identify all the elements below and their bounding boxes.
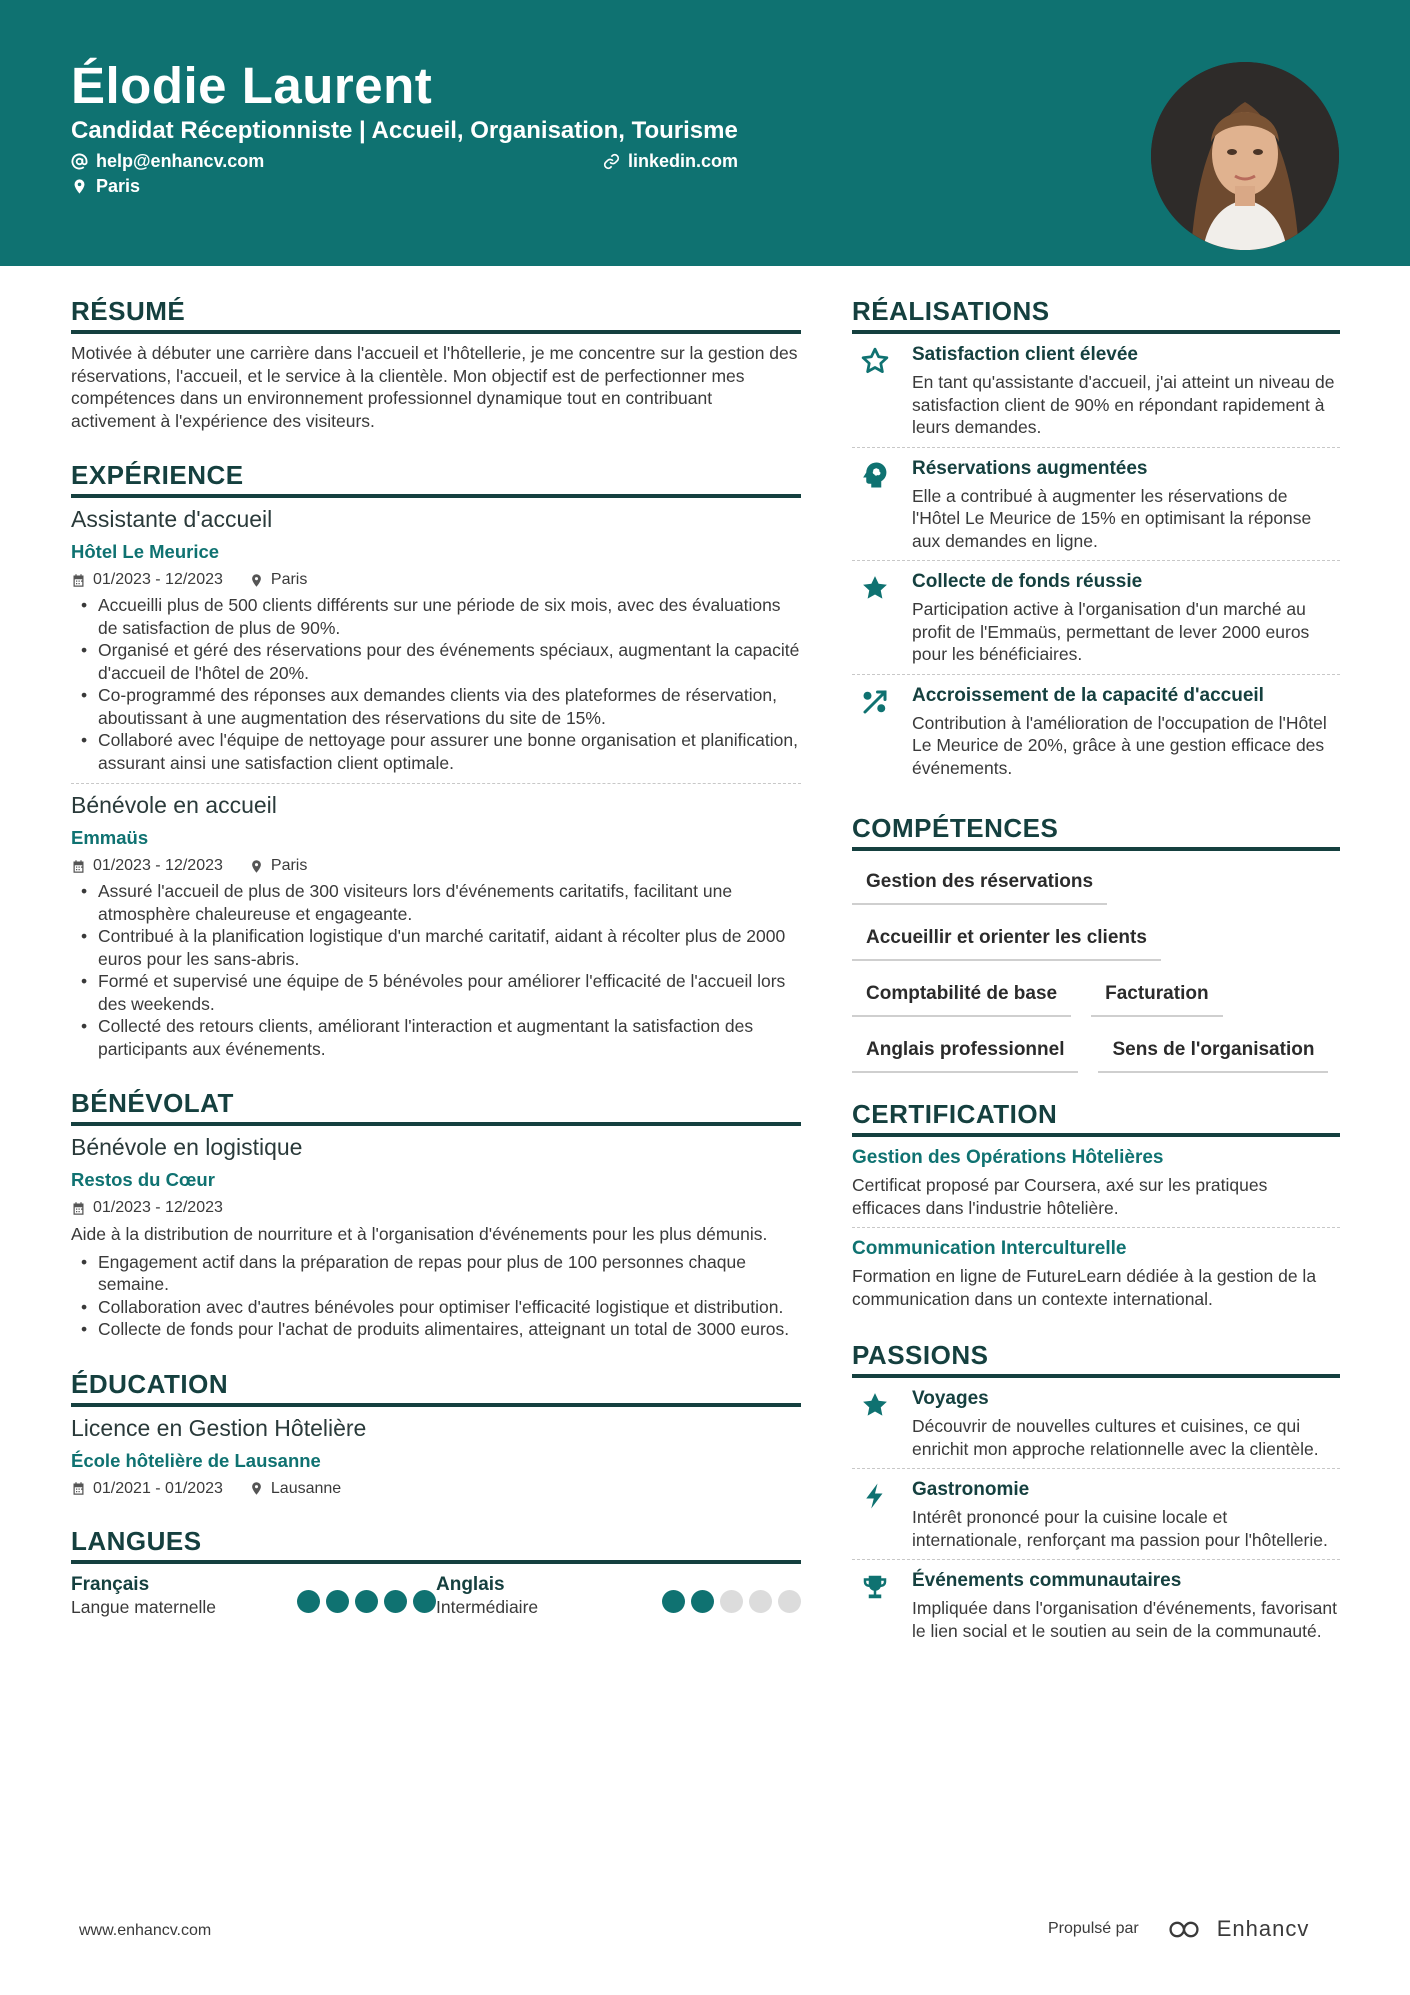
powered-by-text: Propulsé par <box>1048 1920 1139 1937</box>
achievements-section <box>852 296 1340 787</box>
rating-dot-filled <box>326 1590 349 1613</box>
achievement-item <box>852 675 1340 788</box>
achievement-title: Collecte de fonds réussie <box>912 571 1143 592</box>
head-icon <box>860 460 890 490</box>
footer-website[interactable]: www.enhancv.com <box>79 1922 212 1939</box>
profile-photo <box>1151 62 1339 250</box>
language-level: Langue maternelle <box>71 1596 216 1617</box>
passion-item <box>852 1560 1340 1650</box>
job-meta <box>71 857 801 875</box>
achievement-title: Satisfaction client élevée <box>912 344 1138 365</box>
achievement-desc: Participation active à l'organisation d'un marché au profit de l'Emmaüs, permettant de lever 2000 euros pour les bénéficiaires. <box>912 599 1310 664</box>
skill-tag: Gestion des réservations <box>852 863 1107 905</box>
calendar-icon <box>71 1481 86 1496</box>
bullet-item: • Contribué à la planification logistique d'un marché caritatif, aidant à récolter plus de 2000 euros pour les sans-abris. <box>71 925 801 970</box>
bullet-item: • Collecté des retours clients, améliorant l'interaction et augmentant la satisfaction des participants aux événements. <box>71 1015 801 1060</box>
rating-dot-empty <box>720 1590 743 1613</box>
passion-item <box>852 1378 1340 1468</box>
certification-item <box>852 1228 1340 1318</box>
passion-desc: Impliquée dans l'organisation d'événements, favorisant le lien social et le soutien au sein de la communauté. <box>912 1598 1337 1641</box>
section-title-experience: EXPÉRIENCE <box>71 460 801 498</box>
job-bullets <box>71 594 801 774</box>
passion-title: Événements communautaires <box>912 1570 1182 1591</box>
languages-section <box>71 1526 801 1618</box>
language-name: Anglais <box>436 1573 505 1595</box>
location-text: Paris <box>96 176 141 196</box>
rating-dot-empty <box>749 1590 772 1613</box>
bullet-item: • Organisé et géré des réservations pour des événements spéciaux, augmentant la capacité d'accueil de l'hôtel de 20%. <box>71 639 801 684</box>
passion-desc: Découvrir de nouvelles cultures et cuisines, ce qui enrichit mon approche relationnelle avec la clientèle. <box>912 1416 1319 1459</box>
achievement-desc: Elle a contribué à augmenter les réservations de l'Hôtel Le Meurice de 15% en optimisant la réponse aux demandes en ligne. <box>912 485 1312 551</box>
certification-title: Gestion des Opérations Hôtelières <box>852 1147 1164 1168</box>
header-banner <box>0 0 1410 266</box>
passion-desc: Intérêt prononcé pour la cuisine locale et internationale, renforçant ma passion pour l'hôtellerie. <box>912 1507 1328 1550</box>
language-list <box>71 1574 801 1618</box>
language-rating <box>297 1590 436 1618</box>
skills-list <box>852 863 1340 1087</box>
job-location: Paris <box>270 571 308 588</box>
growth-icon <box>860 687 890 717</box>
section-title-languages: LANGUES <box>71 1526 801 1564</box>
skill-tag: Anglais professionnel <box>852 1031 1078 1073</box>
volunteer-dates: 01/2023 - 12/2023 <box>93 1199 223 1216</box>
certification-item <box>852 1137 1340 1227</box>
job-bullets <box>71 880 801 1060</box>
job-title: Assistante d'accueil <box>71 506 273 532</box>
at-icon <box>71 153 88 170</box>
job-title: Bénévole en accueil <box>71 792 277 818</box>
education-location: Lausanne <box>270 1479 342 1497</box>
rating-dot-filled <box>355 1590 378 1613</box>
bullet-item: • Collaboré avec l'équipe de nettoyage pour assurer une bonne organisation et planification, assurant ainsi une satisfaction client optimale. <box>71 729 801 774</box>
volunteering-section <box>71 1088 801 1341</box>
link-icon <box>603 153 620 170</box>
rating-dot-filled <box>413 1590 436 1613</box>
education-dates: 01/2021 - 01/2023 <box>93 1479 223 1497</box>
section-title-passions: PASSIONS <box>852 1340 1340 1378</box>
section-title-education: ÉDUCATION <box>71 1369 801 1407</box>
bullet-item: • Co-programmé des réponses aux demandes clients via des plateformes de réservation, aboutissant à une augmentation des réservations du site de 15%. <box>71 684 801 729</box>
company-name: Hôtel Le Meurice <box>71 541 220 562</box>
star-icon <box>860 573 890 603</box>
volunteer-title: Bénévole en logistique <box>71 1134 303 1160</box>
map-pin-icon <box>71 178 88 195</box>
bullet-item: • Formé et supervisé une équipe de 5 bénévoles pour améliorer l'efficacité de l'accueil lors des weekends. <box>71 970 801 1015</box>
left-column <box>71 296 801 1618</box>
lightning-icon <box>860 1481 890 1511</box>
brand-logo[interactable] <box>1161 1916 1310 1942</box>
skill-tag: Comptabilité de base <box>852 975 1071 1017</box>
bullet-item: • Accueilli plus de 500 clients différents sur une période de six mois, avec des évaluations de satisfaction de plus de 90%. <box>71 594 801 639</box>
experience-item <box>71 792 801 1060</box>
star-outline-icon <box>860 346 890 376</box>
achievement-desc: Contribution à l'amélioration de l'occupation de l'Hôtel Le Meurice de 20%, grâce à une gestion efficace des événements. <box>912 712 1327 778</box>
passion-title: Gastronomie <box>912 1479 1030 1500</box>
achievement-item <box>852 334 1340 447</box>
achievement-title: Réservations augmentées <box>912 457 1148 479</box>
rating-dot-filled <box>691 1590 714 1613</box>
achievement-item <box>852 561 1340 674</box>
volunteer-org: Restos du Cœur <box>71 1169 215 1190</box>
language-name: Français <box>71 1573 150 1595</box>
brand-name: Enhancv <box>1216 1916 1310 1941</box>
achievement-item <box>852 448 1340 561</box>
degree-title: Licence en Gestion Hôtelière <box>71 1414 367 1441</box>
calendar-icon <box>71 1201 86 1216</box>
bullet-item: • Collecte de fonds pour l'achat de produits alimentaires, atteignant un total de 3000 euros. <box>71 1318 801 1341</box>
language-level: Intermédiaire <box>436 1596 539 1617</box>
rating-dot-filled <box>662 1590 685 1613</box>
right-column <box>852 296 1340 1650</box>
rating-dot-filled <box>384 1590 407 1613</box>
experience-item <box>71 506 801 783</box>
footer-branding <box>1048 1916 1309 1942</box>
calendar-icon <box>71 859 86 874</box>
certification-desc: Certificat proposé par Coursera, axé sur les pratiques efficaces dans l'industrie hôtelière. <box>852 1175 1268 1218</box>
enhancv-logo-icon <box>1161 1918 1207 1941</box>
certification-desc: Formation en ligne de FutureLearn dédiée à la gestion de la communication dans un contexte international. <box>852 1266 1317 1309</box>
school-name: École hôtelière de Lausanne <box>71 1449 321 1471</box>
skill-tag: Facturation <box>1091 975 1222 1017</box>
divider <box>71 783 801 784</box>
map-pin-icon <box>249 1481 264 1496</box>
language-item <box>436 1574 801 1618</box>
bullet-item: • Collaboration avec d'autres bénévoles pour optimiser l'efficacité logistique et distribution. <box>71 1296 801 1319</box>
map-pin-icon <box>249 573 264 588</box>
bullet-item: • Assuré l'accueil de plus de 300 visiteurs lors d'événements caritatifs, facilitant une atmosphère chaleureuse et engageante. <box>71 880 801 925</box>
achievement-desc: En tant qu'assistante d'accueil, j'ai atteint un niveau de satisfaction client de 90% en répondant rapidement à leurs demandes. <box>912 372 1335 437</box>
job-meta <box>71 571 801 589</box>
skills-section <box>852 813 1340 1087</box>
passion-title: Voyages <box>912 1388 989 1409</box>
section-title-achievements: RÉALISATIONS <box>852 296 1340 334</box>
resume-text: Motivée à débuter une carrière dans l'accueil et l'hôtellerie, je me concentre sur la gestion des réservations, l'accueil, et le service à la clientèle. Mon objectif est de perfectionner mes compétences dans un environnement professionnel dynamique tout en contribuant activement à l'expérience des visiteurs. <box>71 343 798 431</box>
job-dates: 01/2023 - 12/2023 <box>93 571 223 588</box>
star-icon <box>860 1390 890 1420</box>
passions-section <box>852 1340 1340 1650</box>
trophy-icon <box>860 1572 890 1602</box>
section-title-resume: RÉSUMÉ <box>71 296 801 334</box>
location-contact <box>71 176 140 197</box>
linkedin-contact[interactable] <box>603 151 738 172</box>
candidate-title: Candidat Réceptionniste | Accueil, Organisation, Tourisme <box>71 117 738 144</box>
passion-item <box>852 1469 1340 1559</box>
certification-title: Communication Interculturelle <box>852 1238 1127 1259</box>
bullet-item: • Engagement actif dans la préparation de repas pour plus de 100 personnes chaque semaine. <box>71 1251 801 1296</box>
volunteer-intro: Aide à la distribution de nourriture et à l'organisation d'événements pour les plus démunis. <box>71 1224 768 1244</box>
candidate-name: Élodie Laurent <box>71 57 433 114</box>
linkedin-text[interactable]: linkedin.com <box>628 151 739 171</box>
skill-tag: Accueillir et orienter les clients <box>852 919 1161 961</box>
skill-tag: Sens de l'organisation <box>1098 1031 1328 1073</box>
education-meta <box>71 1480 801 1498</box>
email-text[interactable]: help@enhancv.com <box>96 151 265 171</box>
resume-section <box>71 296 801 432</box>
job-location: Paris <box>270 857 308 874</box>
email-contact[interactable] <box>71 151 264 172</box>
company-name: Emmaüs <box>71 827 149 848</box>
map-pin-icon <box>249 859 264 874</box>
rating-dot-empty <box>778 1590 801 1613</box>
calendar-icon <box>71 573 86 588</box>
job-dates: 01/2023 - 12/2023 <box>93 857 223 874</box>
rating-dot-filled <box>297 1590 320 1613</box>
section-title-certification: CERTIFICATION <box>852 1099 1340 1137</box>
experience-section <box>71 460 801 1060</box>
certification-section <box>852 1099 1340 1318</box>
section-title-skills: COMPÉTENCES <box>852 813 1340 851</box>
volunteer-meta <box>71 1199 801 1217</box>
achievement-title: Accroissement de la capacité d'accueil <box>912 684 1264 706</box>
language-item <box>71 1574 436 1618</box>
section-title-volunteering: BÉNÉVOLAT <box>71 1088 801 1126</box>
language-rating <box>662 1590 801 1618</box>
education-section <box>71 1369 801 1498</box>
volunteer-bullets <box>71 1251 801 1341</box>
